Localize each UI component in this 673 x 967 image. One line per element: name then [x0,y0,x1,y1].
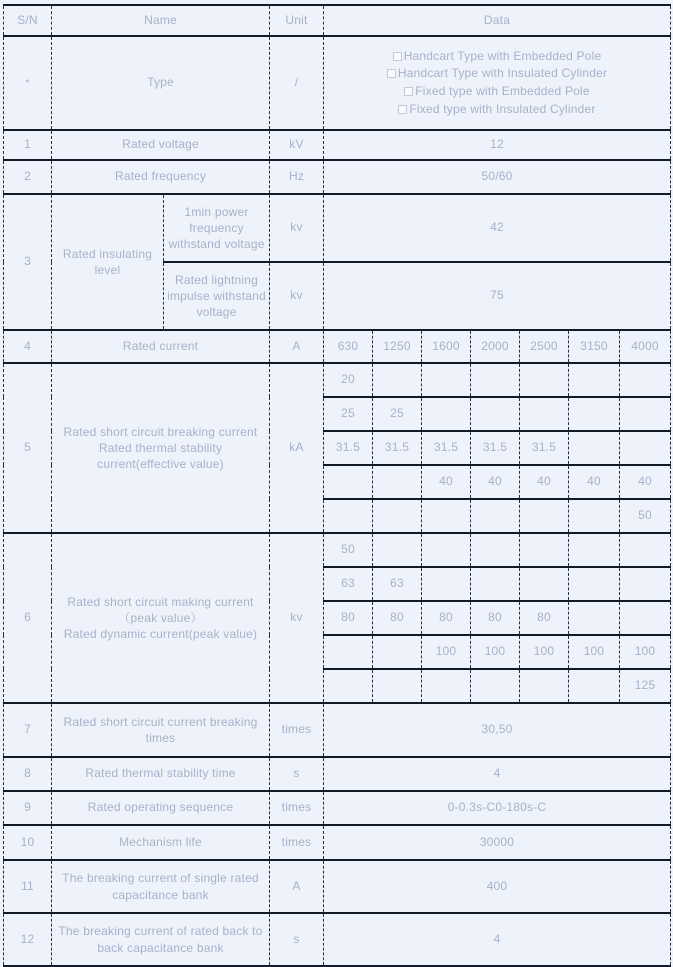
grid-cell [620,567,671,601]
sn-cell: 4 [4,330,52,363]
row-making-current-1 [4,533,671,567]
sn-cell: 12 [4,913,52,966]
grid-cell [422,363,471,397]
data-cell: 30,50 [324,703,671,757]
grid-cell [620,363,671,397]
data-cell: 75 [324,262,671,330]
unit-cell: times [270,825,324,860]
data-cell: 400 [324,860,671,913]
grid-cell [471,499,520,533]
grid-cell [520,363,569,397]
subname-cell: Rated lightning impulse withstand voltage [164,262,270,330]
row-thermal-stability-time [4,757,671,791]
grid-cell: 50 [324,533,373,567]
grid-cell [471,533,520,567]
grid-cell: 125 [620,669,671,703]
sn-cell: 5 [4,363,52,533]
name-line: Rated thermal stability current(effective value) [97,440,224,472]
name-cell: Rated thermal stability time [52,757,270,791]
header-unit: Unit [270,5,324,36]
grid-cell: 100 [422,635,471,669]
grid-cell: 40 [569,465,620,499]
row-rated-voltage [4,130,671,160]
row-rated-current [4,330,671,363]
grid-cell: 100 [569,635,620,669]
grid-cell: 40 [422,465,471,499]
header-data: Data [324,5,671,36]
grid-cell [569,533,620,567]
current-col: 1600 [422,330,471,363]
unit-cell: / [270,36,324,130]
grid-cell [373,465,422,499]
grid-cell: 80 [471,601,520,635]
row-insulating-level-1 [4,194,671,262]
name-line: Rated short circuit breaking current [63,424,258,439]
header-sn: S/N [4,5,52,36]
checkbox-icon[interactable] [398,105,407,114]
grid-cell [620,431,671,465]
unit-cell: times [270,791,324,825]
grid-cell [324,635,373,669]
grid-cell [373,669,422,703]
grid-cell [569,397,620,431]
type-option-label: Fixed type with Embedded Pole [415,84,590,98]
unit-cell: A [270,330,324,363]
grid-cell: 63 [373,567,422,601]
unit-cell: s [270,757,324,791]
header-name: Name [52,5,270,36]
grid-cell: 80 [373,601,422,635]
unit-cell: s [270,913,324,966]
name-cell: The breaking current of single rated capacitance bank [52,860,270,913]
spec-table [3,4,671,967]
type-option-label: Handcart Type with Embedded Pole [403,48,602,63]
name-cell: Rated operating sequence [52,791,270,825]
unit-cell: kv [270,262,324,330]
data-cell: 12 [324,130,671,160]
type-option-label: Handcart Type with Insulated Cylinder [397,66,608,81]
sn-cell: 8 [4,757,52,791]
row-back-to-back-capacitance-bank [4,913,671,966]
grid-cell [471,363,520,397]
type-option [327,49,667,65]
grid-cell [569,601,620,635]
data-cell: 30000 [324,825,671,860]
row-operating-sequence [4,791,671,825]
grid-cell [520,669,569,703]
grid-cell [422,567,471,601]
current-col: 4000 [620,330,671,363]
grid-cell [324,499,373,533]
grid-cell: 40 [620,465,671,499]
checkbox-icon[interactable] [404,87,413,96]
current-col: 3150 [569,330,620,363]
grid-cell [569,499,620,533]
name-cell [52,363,270,533]
grid-cell: 31.5 [373,431,422,465]
current-col: 630 [324,330,373,363]
row-single-capacitance-bank [4,860,671,913]
grid-cell [471,397,520,431]
name-line: Rated dynamic current(peak value) [63,627,258,642]
grid-cell [422,669,471,703]
row-mechanism-life [4,825,671,860]
grid-cell [422,397,471,431]
grid-cell [569,431,620,465]
unit-cell: A [270,860,324,913]
grid-cell: 25 [373,397,422,431]
grid-cell [324,465,373,499]
grid-cell [569,567,620,601]
name-cell: Rated current [52,330,270,363]
grid-cell [324,669,373,703]
grid-cell [520,533,569,567]
name-cell: The breaking current of rated back to back capacitance bank [52,913,270,966]
unit-cell: kv [270,533,324,703]
row-breaking-current-1 [4,363,671,397]
grid-cell: 80 [422,601,471,635]
name-cell: Rated frequency [52,160,270,194]
grid-cell: 31.5 [520,431,569,465]
sn-cell: 1 [4,130,52,160]
row-rated-frequency [4,160,671,194]
grid-cell: 25 [324,397,373,431]
current-col: 2000 [471,330,520,363]
name-cell: Rated insulating level [52,194,164,330]
grid-cell: 63 [324,567,373,601]
sn-cell: 6 [4,533,52,703]
data-cell: 50/60 [324,160,671,194]
grid-cell: 80 [520,601,569,635]
unit-cell: kv [270,194,324,262]
unit-cell: times [270,703,324,757]
checkbox-icon[interactable] [387,69,396,78]
grid-cell: 80 [324,601,373,635]
sn-cell: 11 [4,860,52,913]
grid-cell [373,363,422,397]
grid-cell [520,499,569,533]
data-cell: 42 [324,194,671,262]
grid-cell: 100 [520,635,569,669]
data-cell: 4 [324,757,671,791]
grid-cell [373,635,422,669]
sn-cell: 7 [4,703,52,757]
header-row [4,5,671,36]
type-option-label: Fixed type with Insulated Cylinder [409,101,596,116]
grid-cell: 40 [471,465,520,499]
unit-cell: kV [270,130,324,160]
name-cell: Rated short circuit current breaking times [52,703,270,757]
grid-cell [422,499,471,533]
grid-cell [520,397,569,431]
grid-cell [569,363,620,397]
current-col: 1250 [373,330,422,363]
grid-cell [520,567,569,601]
grid-cell: 31.5 [471,431,520,465]
grid-cell [471,567,520,601]
grid-cell: 20 [324,363,373,397]
grid-cell: 40 [520,465,569,499]
row-breaking-times [4,703,671,757]
sn-cell: 9 [4,791,52,825]
sn-cell: 10 [4,825,52,860]
grid-cell [569,669,620,703]
grid-cell [620,533,671,567]
sn-cell: * [4,36,52,130]
grid-cell [373,533,422,567]
name-cell [52,533,270,703]
type-option [327,66,667,82]
name-line: Rated short circuit making current（peak value） [67,594,254,625]
grid-cell: 31.5 [422,431,471,465]
subname-cell: 1min power frequency withstand voltage [164,194,270,262]
grid-cell [620,397,671,431]
current-col: 2500 [520,330,569,363]
grid-cell: 100 [620,635,671,669]
grid-cell: 100 [471,635,520,669]
type-option [327,84,667,100]
grid-cell: 31.5 [324,431,373,465]
name-cell: Type [52,36,270,130]
type-options-cell [324,36,671,130]
data-cell: 0-0.3s-C0-180s-C [324,791,671,825]
sn-cell: 3 [4,194,52,330]
row-type [4,36,671,130]
name-cell: Rated voltage [52,130,270,160]
unit-cell: kA [270,363,324,533]
checkbox-icon[interactable] [393,52,402,61]
grid-cell [620,601,671,635]
unit-cell: Hz [270,160,324,194]
sn-cell: 2 [4,160,52,194]
type-option [327,102,667,118]
grid-cell: 50 [620,499,671,533]
data-cell: 4 [324,913,671,966]
grid-cell [422,533,471,567]
name-cell: Mechanism life [52,825,270,860]
grid-cell [373,499,422,533]
grid-cell [471,669,520,703]
